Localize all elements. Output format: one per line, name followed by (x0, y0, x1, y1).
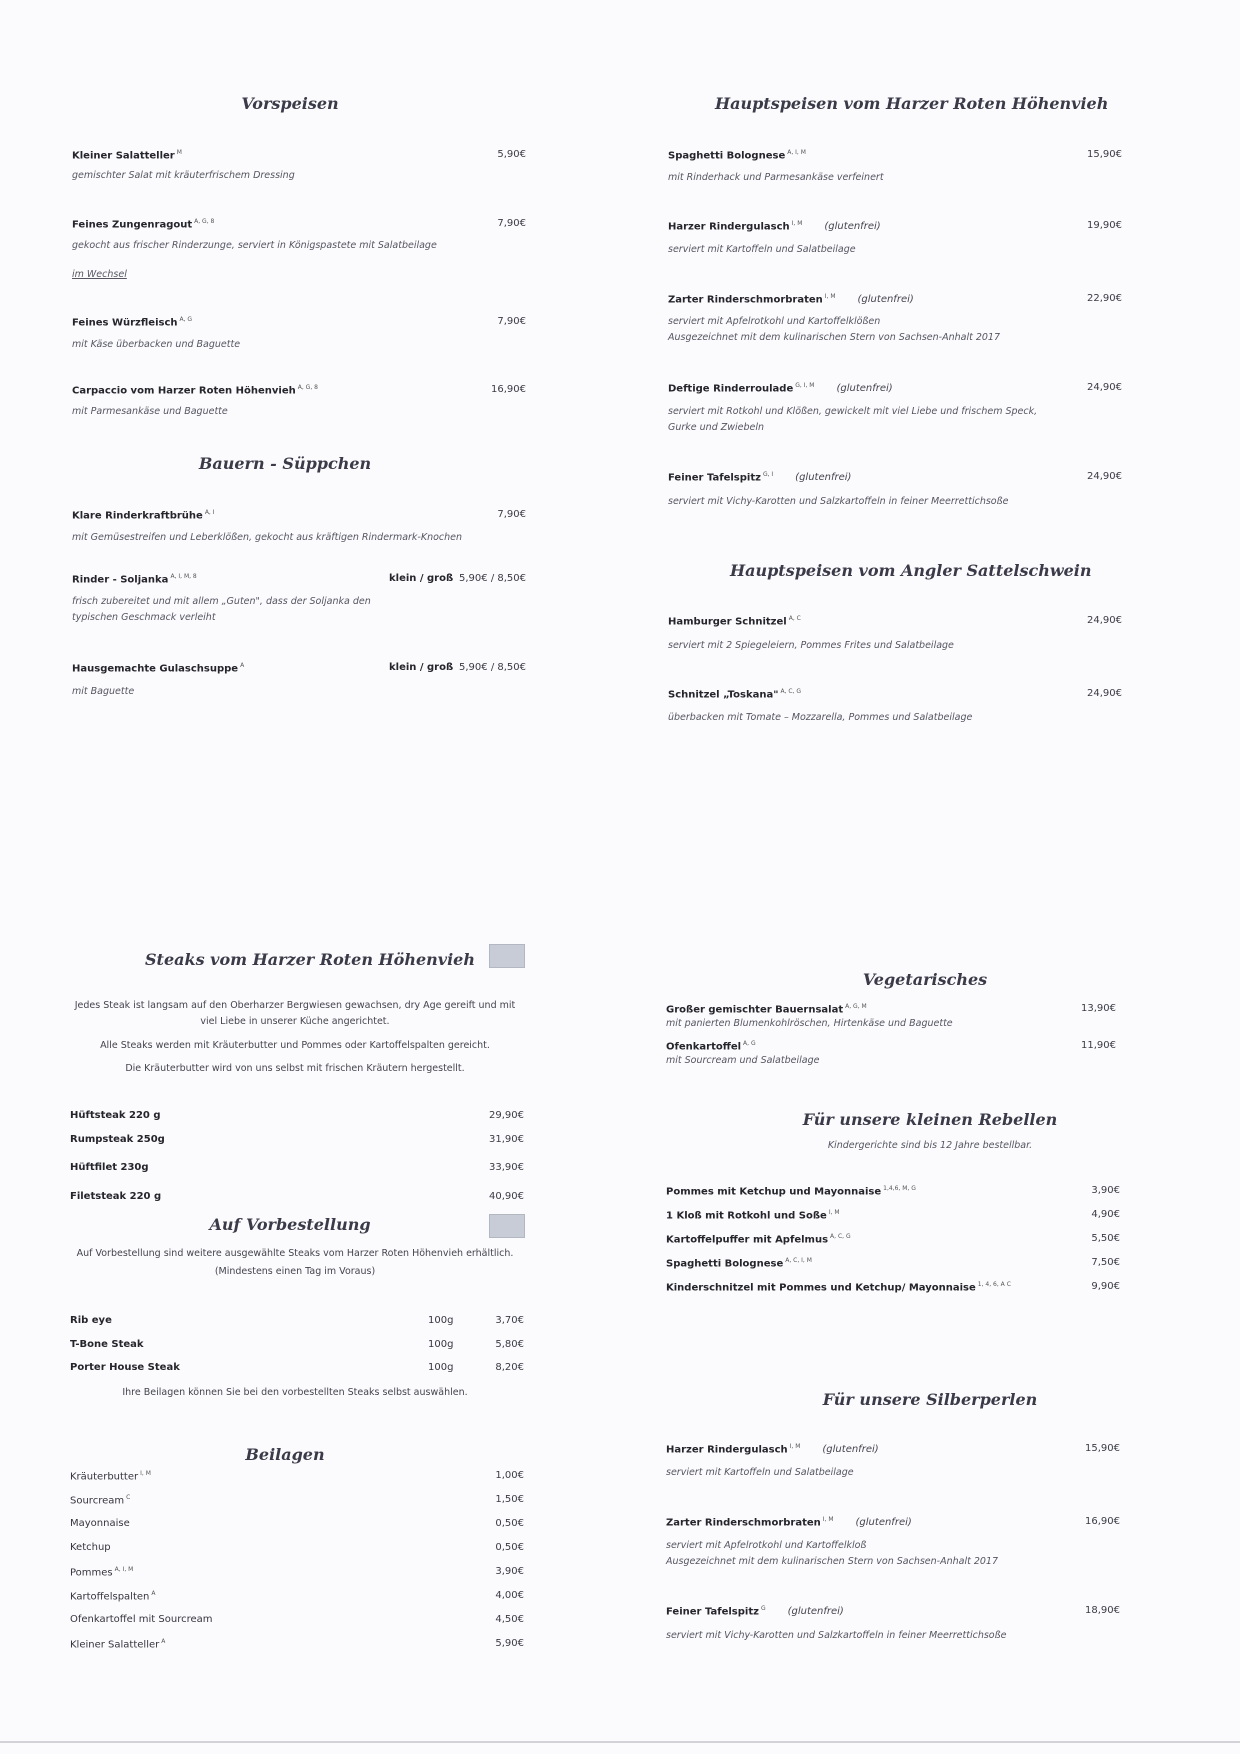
menu-item-name: Spaghetti Bolognese $^{A, C, I, M}$ (666, 1257, 812, 1270)
beilage-name: Ketchup (70, 1542, 111, 1553)
menu-item-name: Kleiner Salatteller $^M$ (72, 149, 182, 162)
beilage-price: 0,50€ (495, 1518, 524, 1529)
beilage-name: Kräuterbutter $^{I, M}$ (70, 1470, 151, 1483)
section-title-vegetarisch: Vegetarisches (862, 970, 988, 989)
menu-item-name: Hamburger Schnitzel $^{A, C}$ (668, 615, 801, 628)
menu-item-price: 9,90€ (1091, 1281, 1120, 1292)
menu-item-name: Feines Würzfleisch $^{A, G}$ (72, 316, 193, 329)
steak-price: 40,90€ (489, 1191, 524, 1202)
beilage-price: 4,00€ (495, 1590, 524, 1601)
menu-item-desc: überbacken mit Tomate – Mozzarella, Pommes und Salatbeilage (668, 712, 973, 723)
menu-item-price: 3,90€ (1091, 1185, 1120, 1196)
menu-item-name: Carpaccio vom Harzer Roten Höhenvieh $^{A, G, 8}$ (72, 384, 318, 397)
steak-unit: 100g (428, 1362, 454, 1373)
menu-item-desc: gekocht aus frischer Rinderzunge, serviert in Königspastete mit Salatbeilage (72, 240, 437, 251)
menu-item-price: 18,90€ (1085, 1605, 1120, 1616)
menu-item-price: 15,90€ (1085, 1443, 1120, 1454)
menu-item-desc: serviert mit Vichy-Karotten und Salzkartoffeln in feiner Meerrettichsoße (666, 1630, 1007, 1641)
steak-name: Filetsteak 220 g (70, 1191, 162, 1202)
menu-item-name: Pommes mit Ketchup und Mayonnaise $^{1,4,6, M, G}$ (666, 1185, 916, 1198)
menu-item-price: 22,90€ (1087, 293, 1122, 304)
beilage-name: Kleiner Salatteller $^A$ (70, 1638, 166, 1651)
steak-name: Hüftfilet 230g (70, 1162, 149, 1173)
beilage-name: Sourcream $^C$ (70, 1494, 131, 1507)
menu-item-desc: mit Sourcream und Salatbeilage (666, 1055, 820, 1066)
size-label: klein / groß (389, 662, 454, 673)
menu-item-price: 24,90€ (1087, 382, 1122, 393)
section-title-steaks: Steaks vom Harzer Roten Höhenvieh (145, 950, 475, 969)
menu-item-name: Schnitzel „Toskana" $^{A, C, G}$ (668, 688, 802, 701)
menu-item-name: Großer gemischter Bauernsalat $^{A, G, M}$ (666, 1003, 867, 1016)
menu-item-desc: gemischter Salat mit kräuterfrischem Dressing (72, 170, 295, 181)
menu-item-price: 7,90€ (497, 316, 526, 327)
steak-name: Rumpsteak 250g (70, 1134, 165, 1145)
menu-item-desc: mit panierten Blumenkohlröschen, Hirtenkäse und Baguette (666, 1018, 953, 1029)
steak-price: 33,90€ (489, 1162, 524, 1173)
section-title-vorbestellung: Auf Vorbestellung (209, 1215, 371, 1234)
menu-item-desc: serviert mit Kartoffeln und Salatbeilage (666, 1467, 854, 1478)
menu-item-name: Zarter Rinderschmorbraten $^{I, M}$ (glutenfrei) (666, 1516, 912, 1529)
beilage-name: Ofenkartoffel mit Sourcream (70, 1614, 213, 1625)
beilage-price: 3,90€ (495, 1566, 524, 1577)
menu-item-desc: mit Gemüsestreifen und Leberklößen, gekocht aus kräftigen Rindermark-Knochen (72, 532, 463, 543)
menu-item-price: 5,90€ (497, 149, 526, 160)
menu-item-desc: serviert mit 2 Spiegeleiern, Pommes Frites und Salatbeilage (668, 640, 954, 651)
menu-item-name: Feiner Tafelspitz $^G$ (glutenfrei) (666, 1605, 844, 1618)
menu-item-desc: mit Rinderhack und Parmesankäse verfeinert (668, 172, 884, 183)
menu-item-name: 1 Kloß mit Rotkohl und Soße $^{I, M}$ (666, 1209, 840, 1222)
menu-item-price: 7,50€ (1091, 1257, 1120, 1268)
menu-item-price: 24,90€ (1087, 688, 1122, 699)
steak-price: 29,90€ (489, 1110, 524, 1121)
vorbestellung-intro: Auf Vorbestellung sind weitere ausgewählte Steaks vom Harzer Roten Höhenvieh erhältlich. (76, 1248, 514, 1259)
beilage-price: 1,00€ (495, 1470, 524, 1481)
menu-item-desc: typischen Geschmack verleiht (72, 612, 216, 623)
menu-item-price: 24,90€ (1087, 615, 1122, 626)
menu-item-name: Ofenkartoffel $^{A, G}$ (666, 1040, 756, 1053)
menu-item-desc: serviert mit Vichy-Karotten und Salzkartoffeln in feiner Meerrettichsoße (668, 496, 1009, 507)
steak-name: T-Bone Steak (70, 1339, 144, 1350)
menu-item-desc: frisch zubereitet und mit allem „Guten", dass der Soljanka den (72, 596, 371, 607)
menu-item-name: Rinder - Soljanka $^{A, I, M, 8}$ (72, 573, 197, 586)
kinder-subtitle: Kindergerichte sind bis 12 Jahre bestellbar. (827, 1140, 1033, 1151)
menu-item-name: Deftige Rinderroulade $^{G, I, M}$ (glutenfrei) (668, 382, 893, 395)
menu-item-price: 13,90€ (1081, 1003, 1116, 1014)
menu-item-price: 5,90€ / 8,50€ (459, 573, 526, 584)
menu-item-note: im Wechsel (72, 269, 127, 280)
menu-item-price: 4,90€ (1091, 1209, 1120, 1220)
menu-item-price: 16,90€ (491, 384, 526, 395)
menu-item-name: Spaghetti Bolognese $^{A, I, M}$ (668, 149, 806, 162)
steaks-intro: Die Kräuterbutter wird von uns selbst mit frischen Kräutern hergestellt. (125, 1063, 465, 1074)
section-title-senioren: Für unsere Silberperlen (822, 1390, 1038, 1409)
beilage-price: 1,50€ (495, 1494, 524, 1505)
beilage-name: Kartoffelspalten $^A$ (70, 1590, 156, 1603)
menu-item-desc: serviert mit Apfelrotkohl und Kartoffelkloß (666, 1540, 867, 1551)
menu-item-price: 16,90€ (1085, 1516, 1120, 1527)
menu-item-name: Harzer Rindergulasch $^{I, M}$ (glutenfrei) (668, 220, 881, 233)
menu-item-name: Kinderschnitzel mit Pommes und Ketchup/ Mayonnaise $^{1, 4, 6, A C}$ (666, 1281, 1011, 1294)
bio-logo-icon (489, 944, 525, 968)
section-title-hauptspeisen-schwein: Hauptspeisen vom Angler Sattelschwein (730, 561, 1092, 580)
menu-item-price: 19,90€ (1087, 220, 1122, 231)
section-title-hauptspeisen-rind: Hauptspeisen vom Harzer Roten Höhenvieh (715, 94, 1109, 113)
steaks-intro: Alle Steaks werden mit Kräuterbutter und Pommes oder Kartoffelspalten gereicht. (100, 1040, 490, 1051)
section-title-vorspeisen: Vorspeisen (241, 94, 339, 113)
menu-item-price: 24,90€ (1087, 471, 1122, 482)
steak-price: 5,80€ (495, 1339, 524, 1350)
steaks-intro: Jedes Steak ist langsam auf den Oberharzer Bergwiesen gewachsen, dry Age gereift und mit (74, 1000, 516, 1011)
vorbestellung-intro: (Mindestens einen Tag im Voraus) (214, 1266, 376, 1277)
menu-item-name: Kartoffelpuffer mit Apfelmus $^{A, C, G}$ (666, 1233, 851, 1246)
menu-item-name: Feines Zungenragout $^{A, G, 8}$ (72, 218, 215, 231)
menu-item-name: Hausgemachte Gulaschsuppe $^A$ (72, 662, 245, 675)
menu-item-name: Feiner Tafelspitz $^{G, I}$ (glutenfrei) (668, 471, 852, 484)
menu-item-name: Klare Rinderkraftbrühe $^{A, I}$ (72, 509, 215, 522)
menu-item-desc: Gurke und Zwiebeln (668, 422, 765, 433)
section-title-kinder: Für unsere kleinen Rebellen (802, 1110, 1058, 1129)
menu-item-price: 5,90€ / 8,50€ (459, 662, 526, 673)
steak-name: Porter House Steak (70, 1362, 180, 1373)
beilage-name: Mayonnaise (70, 1518, 130, 1529)
beilage-name: Pommes $^{A, I, M}$ (70, 1566, 134, 1579)
steak-price: 31,90€ (489, 1134, 524, 1145)
menu-item-desc: Ausgezeichnet mit dem kulinarischen Stern von Sachsen-Anhalt 2017 (666, 1556, 999, 1567)
menu-item-name: Harzer Rindergulasch $^{I, M}$ (glutenfrei) (666, 1443, 879, 1456)
beilage-price: 5,90€ (495, 1638, 524, 1649)
menu-item-name: Zarter Rinderschmorbraten $^{I, M}$ (glutenfrei) (668, 293, 914, 306)
scan-edge-divider (0, 1741, 1240, 1743)
section-title-suppen: Bauern - Süppchen (198, 454, 372, 473)
menu-item-price: 7,90€ (497, 509, 526, 520)
steak-unit: 100g (428, 1339, 454, 1350)
bio-logo-icon (489, 1214, 525, 1238)
steak-name: Rib eye (70, 1315, 112, 1326)
size-label: klein / groß (389, 573, 454, 584)
steak-name: Hüftsteak 220 g (70, 1110, 161, 1121)
menu-item-price: 11,90€ (1081, 1040, 1116, 1051)
steak-price: 8,20€ (495, 1362, 524, 1373)
steak-unit: 100g (428, 1315, 454, 1326)
menu-item-desc: mit Käse überbacken und Baguette (72, 339, 241, 350)
menu-item-desc: mit Parmesankäse und Baguette (72, 406, 228, 417)
vorbestellung-footer: Ihre Beilagen können Sie bei den vorbestellten Steaks selbst auswählen. (122, 1387, 468, 1398)
menu-item-desc: serviert mit Kartoffeln und Salatbeilage (668, 244, 856, 255)
menu-item-price: 15,90€ (1087, 149, 1122, 160)
beilage-price: 4,50€ (495, 1614, 524, 1625)
menu-item-price: 5,50€ (1091, 1233, 1120, 1244)
menu-item-desc: Ausgezeichnet mit dem kulinarischen Stern von Sachsen-Anhalt 2017 (668, 332, 1001, 343)
steak-price: 3,70€ (495, 1315, 524, 1326)
menu-item-price: 7,90€ (497, 218, 526, 229)
menu-item-desc: mit Baguette (72, 686, 135, 697)
menu-item-desc: serviert mit Apfelrotkohl und Kartoffelklößen (668, 316, 881, 327)
beilage-price: 0,50€ (495, 1542, 524, 1553)
menu-item-desc: serviert mit Rotkohl und Klößen, gewickelt mit viel Liebe und frischem Speck, (668, 406, 1038, 417)
section-title-beilagen: Beilagen (245, 1445, 325, 1464)
steaks-intro: viel Liebe in unserer Küche angerichtet. (200, 1016, 390, 1027)
